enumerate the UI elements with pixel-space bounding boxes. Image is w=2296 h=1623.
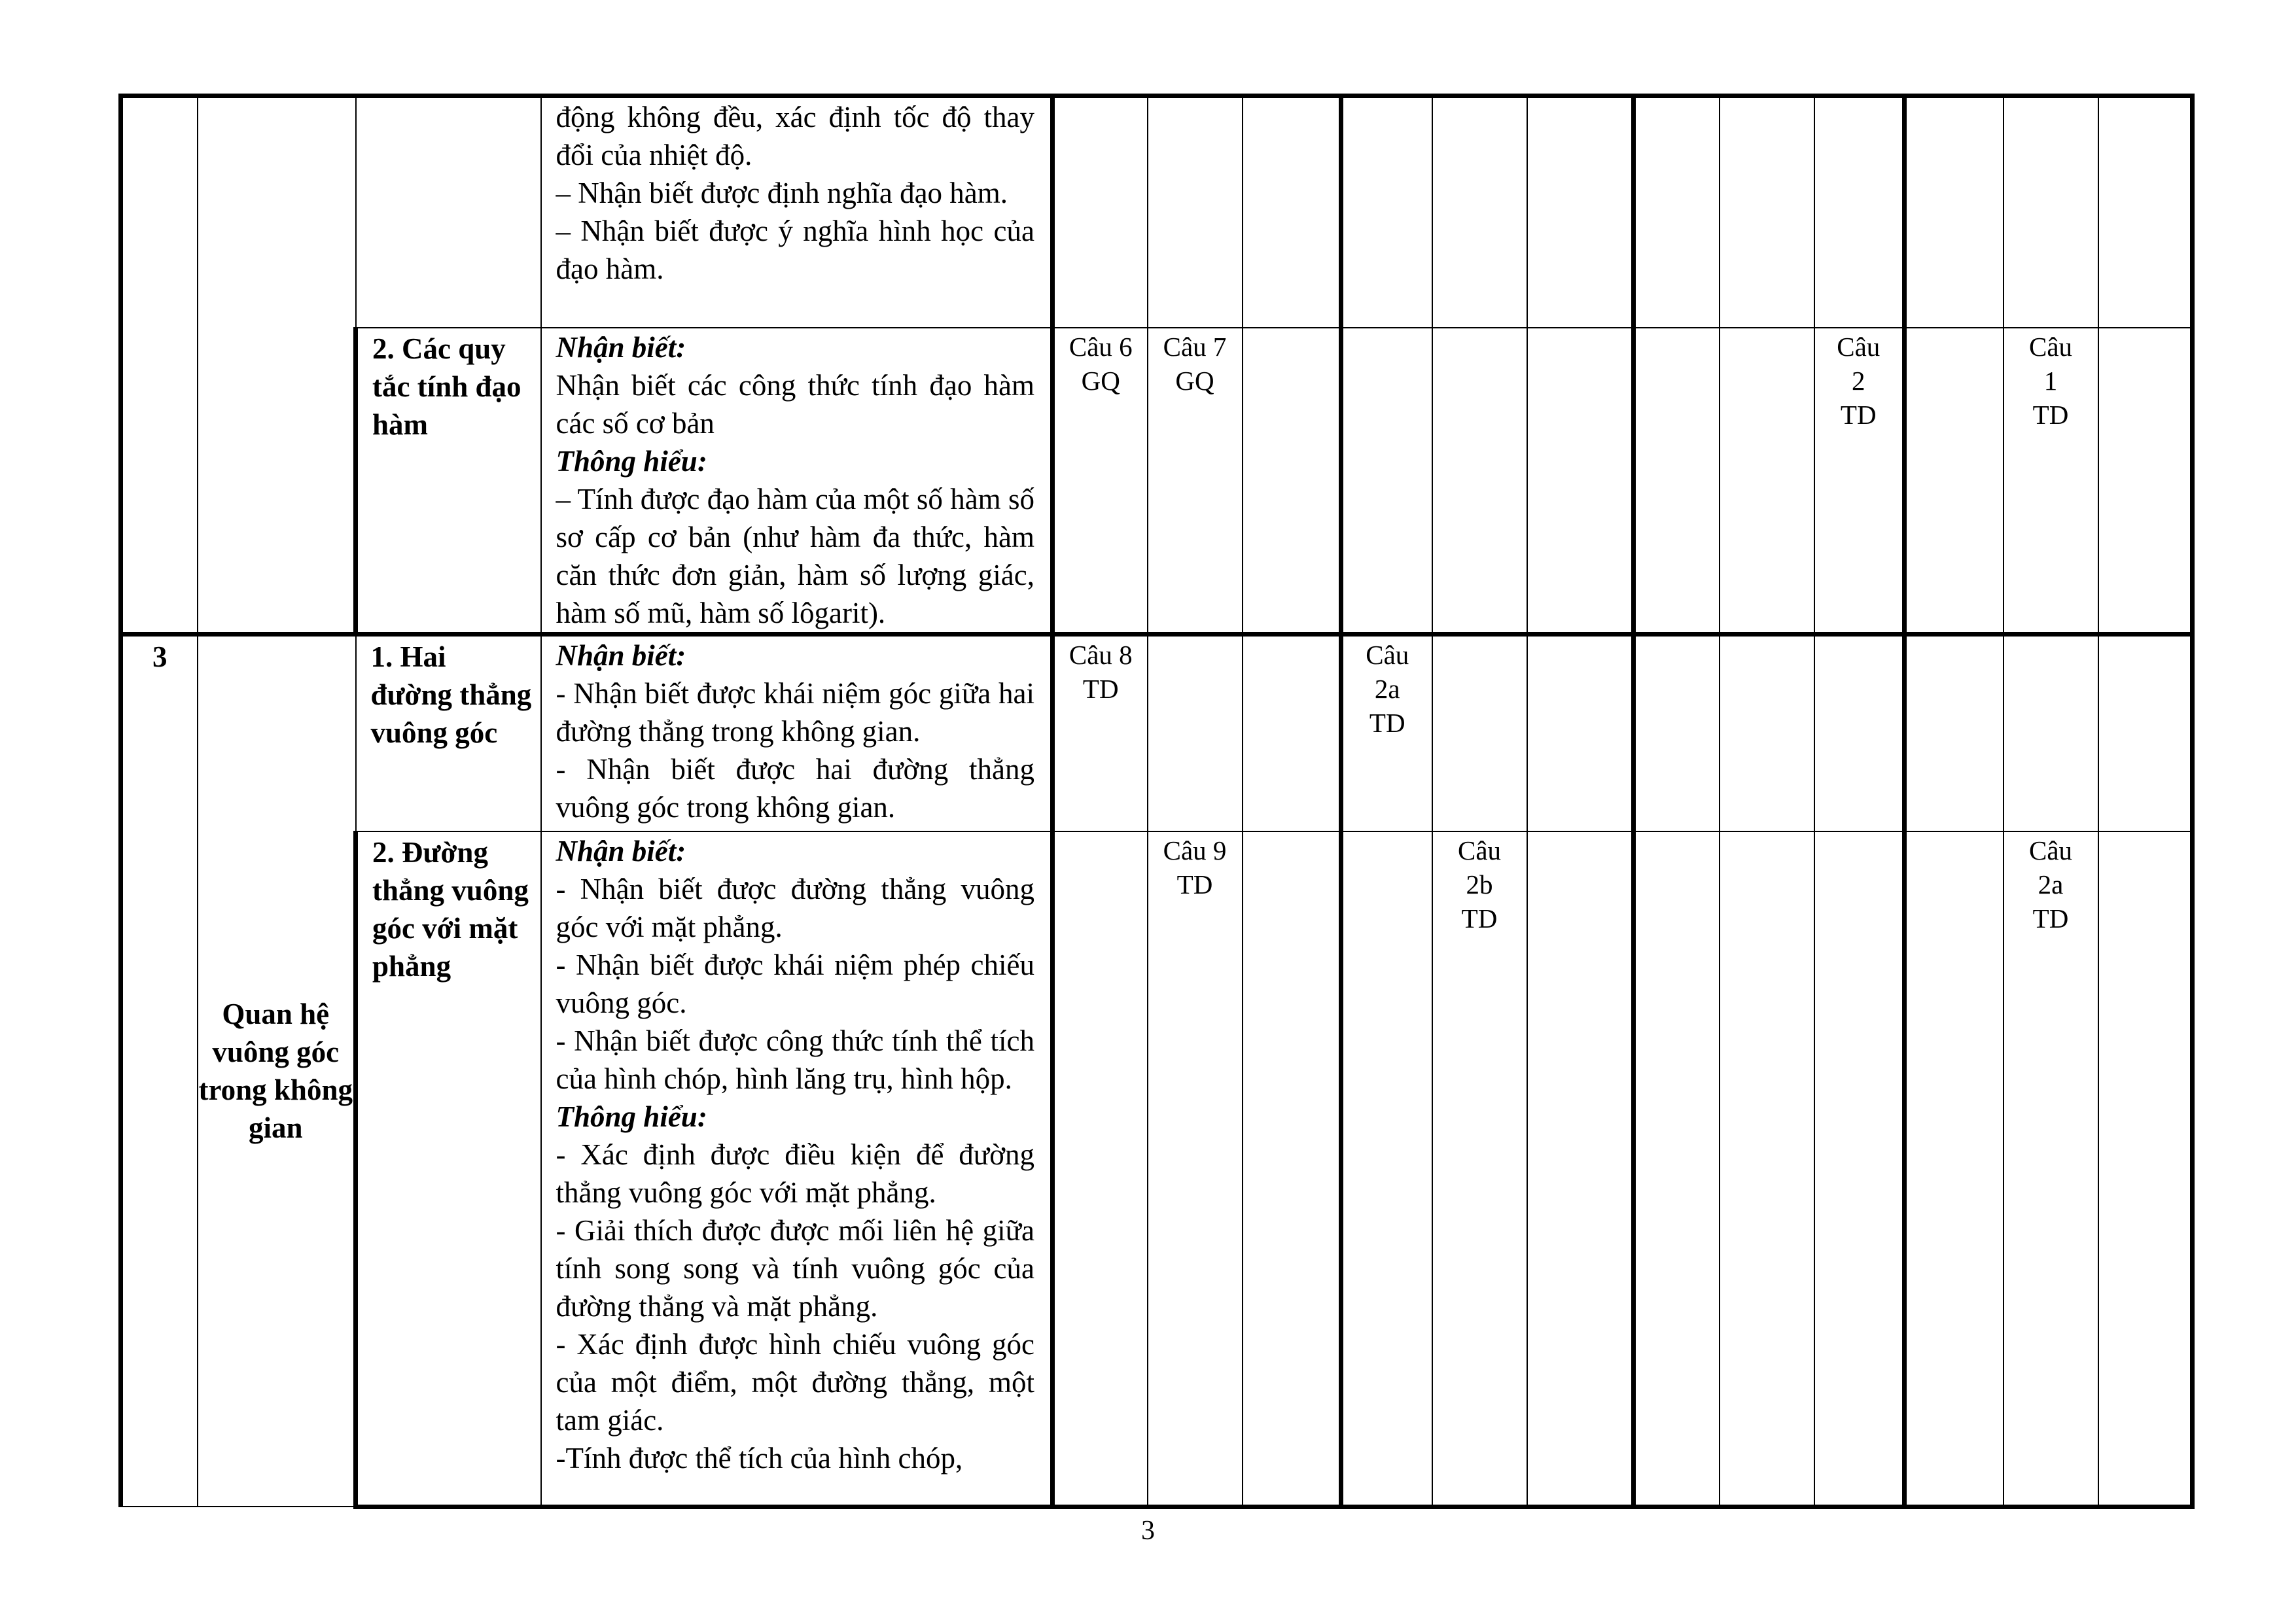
table-row — [121, 96, 2193, 328]
question-cell — [2004, 831, 2098, 1507]
question-label: Câu 8 — [1069, 639, 1133, 670]
description-line: - Nhận biết được đường thẳng vuông góc với mặt phẳng. — [556, 873, 1034, 943]
question-cell — [1905, 831, 2004, 1507]
question-label: TD — [1461, 903, 1498, 934]
question-label: TD — [2032, 399, 2069, 430]
question-cell — [2098, 328, 2193, 635]
section-number-cell — [121, 96, 198, 635]
question-cell — [1634, 634, 1720, 831]
description-line: - Xác định được điều kiện để đường thẳng vuông góc với mặt phẳng. — [556, 1138, 1034, 1209]
description-line: - Nhận biết được khái niệm góc giữa hai đường thẳng trong không gian. — [556, 676, 1034, 748]
question-cell — [2098, 831, 2193, 1507]
question-cell — [1148, 96, 1243, 328]
question-cell — [1053, 634, 1148, 831]
level-heading: Nhận biết: — [556, 835, 686, 867]
description-cell — [541, 96, 1053, 328]
question-cell — [1432, 328, 1527, 635]
question-cell — [1814, 634, 1905, 831]
question-label: 2a — [2038, 869, 2064, 899]
question-cell — [1053, 96, 1148, 328]
question-cell — [1527, 831, 1634, 1507]
question-label: TD — [1369, 707, 1405, 738]
question-label: TD — [1840, 399, 1877, 430]
question-cell — [1814, 328, 1905, 635]
question-label: TD — [2032, 903, 2069, 934]
question-cell — [1814, 96, 1905, 328]
question-label: GQ — [1175, 365, 1214, 396]
description-line: - Xác định được hình chiếu vuông góc của một điểm, một đường thẳng, một tam giác. — [556, 1328, 1034, 1437]
question-label: GQ — [1081, 365, 1120, 396]
description-cell — [541, 831, 1053, 1507]
question-cell — [1243, 831, 1341, 1507]
question-cell — [1243, 96, 1341, 328]
question-cell — [2098, 96, 2193, 328]
question-cell — [1814, 831, 1905, 1507]
section-number-cell: 3 — [121, 634, 198, 1507]
question-label: TD — [1176, 869, 1213, 899]
question-cell — [1720, 634, 1814, 831]
question-cell — [1527, 328, 1634, 635]
topic-cell: Quan hệ vuông góc trong không gian — [198, 634, 356, 1507]
question-label: Câu 9 — [1163, 835, 1227, 865]
question-cell — [1053, 831, 1148, 1507]
table-row — [121, 328, 2193, 635]
unit-cell: 2. Đường thẳng vuông góc với mặt phẳng — [356, 831, 541, 1507]
question-cell — [1341, 634, 1432, 831]
question-label: Câu 6 — [1069, 331, 1133, 362]
unit-cell — [356, 96, 541, 328]
question-cell — [1243, 634, 1341, 831]
question-label: TD — [1082, 673, 1119, 704]
question-cell — [1634, 96, 1720, 328]
description-line: – Tính được đạo hàm của một số hàm số sơ cấp cơ bản (như hàm đa thức, hàm căn thức đơn giản, hàm số lượng giác, hàm số mũ, hàm số lôgarit). — [556, 482, 1034, 629]
question-label: Câu — [1457, 835, 1502, 865]
question-cell — [1634, 831, 1720, 1507]
level-heading: Nhận biết: — [556, 638, 686, 672]
question-cell — [1720, 831, 1814, 1507]
question-label: Câu — [1837, 331, 1881, 362]
question-label: 2 — [1852, 365, 1865, 396]
level-heading: Thông hiểu: — [556, 444, 707, 478]
unit-cell: 2. Các quy tắc tính đạo hàm — [356, 328, 541, 635]
question-cell — [1527, 96, 1634, 328]
question-label: 2b — [1466, 869, 1493, 899]
description-line: - Nhận biết được công thức tính thể tích của hình chóp, hình lăng trụ, hình hộp. — [556, 1024, 1034, 1095]
question-cell — [1341, 328, 1432, 635]
question-cell — [1148, 328, 1243, 635]
question-label: Câu 7 — [1163, 331, 1227, 362]
description-line: – Nhận biết được ý nghĩa hình học của đạo hàm. — [556, 215, 1034, 285]
description-line: động không đều, xác định tốc độ thay đổi của nhiệt độ. — [556, 101, 1034, 171]
description-line: - Nhận biết được hai đường thẳng vuông góc trong không gian. — [556, 752, 1034, 824]
question-cell — [1148, 634, 1243, 831]
question-cell — [1905, 96, 2004, 328]
description-line: Nhận biết các công thức tính đạo hàm các số cơ bản — [556, 368, 1034, 440]
question-cell — [1341, 96, 1432, 328]
question-label: 2a — [1374, 673, 1400, 704]
unit-cell: 1. Hai đường thẳng vuông góc — [356, 634, 541, 831]
question-cell — [1432, 831, 1527, 1507]
question-cell — [1720, 328, 1814, 635]
level-heading: Nhận biết: — [556, 330, 686, 364]
question-cell — [1634, 328, 1720, 635]
question-cell — [1432, 96, 1527, 328]
question-cell — [1432, 634, 1527, 831]
topic-cell — [198, 96, 356, 635]
question-label: 1 — [2043, 365, 2058, 396]
question-cell — [1905, 634, 2004, 831]
question-cell — [2004, 634, 2098, 831]
description-cell — [541, 634, 1053, 831]
description-line: - Giải thích được được mối liên hệ giữa tính song song và tính vuông góc của đường thẳng và mặt phẳng. — [556, 1214, 1034, 1323]
table-row — [121, 634, 2193, 831]
question-cell — [1527, 634, 1634, 831]
question-cell — [1243, 328, 1341, 635]
question-cell — [1720, 96, 1814, 328]
question-cell — [1341, 831, 1432, 1507]
page-number: 3 — [1141, 1516, 1155, 1546]
question-cell — [1905, 328, 2004, 635]
question-cell — [2004, 328, 2098, 635]
question-label: Câu — [1366, 639, 1409, 670]
question-label: Câu — [2028, 835, 2073, 865]
table-row — [121, 831, 2193, 1507]
assessment-matrix-table — [118, 94, 2195, 1509]
description-cell — [541, 328, 1053, 635]
question-label: Câu — [2028, 331, 2073, 362]
question-cell — [2004, 96, 2098, 328]
question-cell — [1053, 328, 1148, 635]
description-line: – Nhận biết được định nghĩa đạo hàm. — [556, 177, 1008, 209]
question-cell — [1148, 831, 1243, 1507]
level-heading: Thông hiểu: — [556, 1100, 707, 1133]
description-line: - Nhận biết được khái niệm phép chiếu vuông góc. — [556, 949, 1034, 1019]
description-line: -Tính được thể tích của hình chóp, — [556, 1442, 963, 1475]
question-cell — [2098, 634, 2193, 831]
